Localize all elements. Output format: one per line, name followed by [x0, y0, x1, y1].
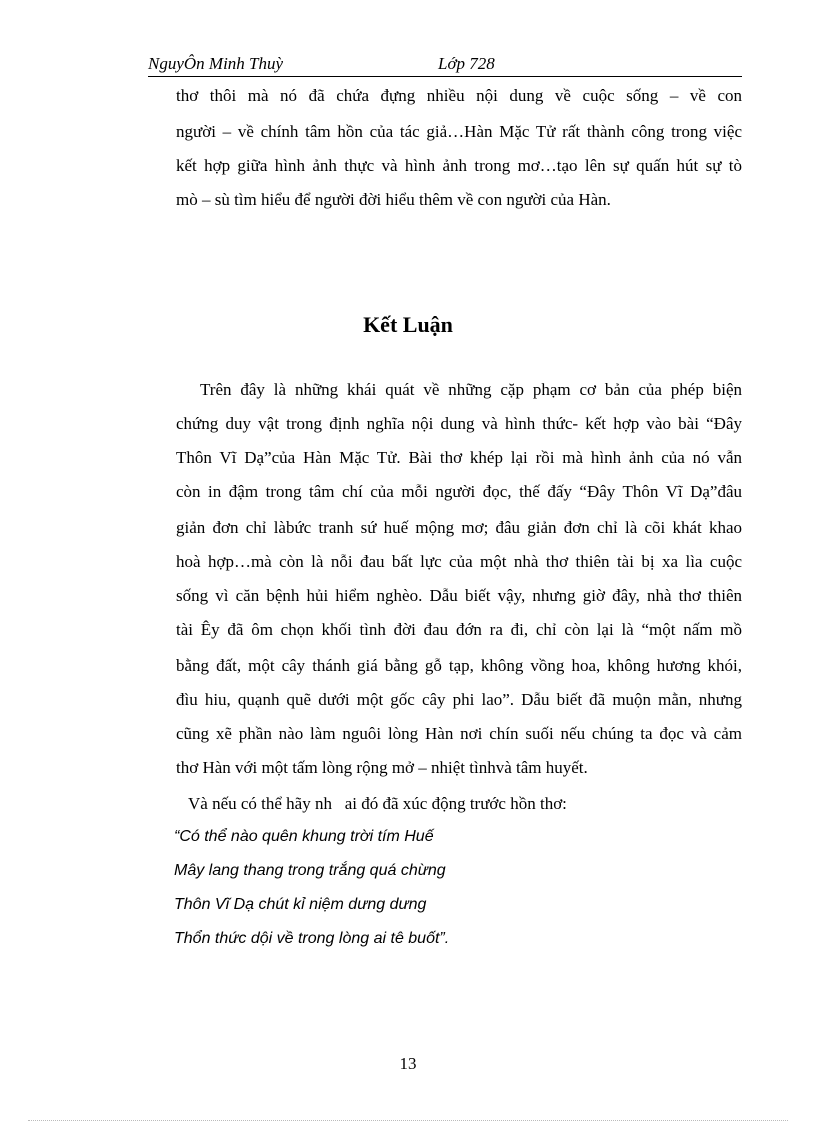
intro-line: mò – sù tìm hiểu để người đời hiểu thêm về con người của Hàn. — [176, 190, 611, 209]
intro-line: thơ thôi mà nó đã chứa đựng nhiều nội dung về cuộc sống – về con — [176, 86, 742, 105]
paragraph-line: cũng xẽ phần nào làm nguôi lòng Hàn nơi chín suối nếu chúng ta đọc và cảm — [176, 724, 742, 743]
paragraph-line: hoà hợp…mà còn là nỗi đau bất lực của một nhà thơ thiên tài bị xa lìa cuộc — [176, 552, 742, 571]
intro-line: kết hợp giữa hình ảnh thực và hình ảnh trong mơ…tạo lên sự quấn hút sự tò — [176, 156, 742, 175]
paragraph-line: chứng duy vật trong định nghĩa nội dung và hình thức- kết hợp vào bài “Đây — [176, 414, 742, 433]
poem-line: Thôn Vĩ Dạ chút kỉ niệm dưng dưng — [174, 896, 427, 913]
poem-line: Mây lang thang trong trắng quá chừng — [174, 862, 446, 879]
paragraph-line: sống vì căn bệnh hủi hiểm nghèo. Dẫu biết vậy, nhưng giờ đây, nhà thơ thiên — [176, 586, 742, 605]
closing-line: Và nếu có thể hãy nh ai đó đã xúc động trước hồn thơ: — [188, 794, 567, 813]
paragraph-line: bằng đất, một cây thánh giá bằng gỗ tạp, không vồng hoa, không hương khói, — [176, 656, 742, 675]
page-number: 13 — [399, 1054, 417, 1073]
header-author: NguyÔn Minh Thuỳ — [148, 54, 284, 73]
paragraph-line: đìu hiu, quạnh quẽ dưới một gốc cây phi lao”. Dẫu biết đã muộn mằn, nhưng — [176, 690, 742, 709]
bottom-divider — [28, 1120, 788, 1121]
page-header — [148, 52, 742, 77]
paragraph-line: giản đơn chỉ làbức tranh sứ huế mộng mơ; đâu giản đơn chỉ là cõi khát khao — [176, 518, 742, 537]
intro-line: người – về chính tâm hồn của tác giả…Hàn Mặc Tử rất thành công trong việc — [176, 122, 742, 141]
paragraph-line: tài Êy đã ôm chọn khối tình đời đau đớn ra đi, chỉ còn lại là “một nấm mồ — [176, 620, 742, 639]
paragraph-line: thơ Hàn với một tấm lòng rộng mở – nhiệt tìnhvà tâm huyết. — [176, 758, 588, 777]
poem-line: “Có thể nào quên khung trời tím Huế — [174, 828, 434, 845]
section-title: Kết Luận — [363, 312, 453, 337]
paragraph-line: Thôn Vĩ Dạ”của Hàn Mặc Tử. Bài thơ khép lại rồi mà hình ảnh của nó vẫn — [176, 448, 742, 467]
paragraph-line: Trên đây là những khái quát về những cặp phạm cơ bản của phép biện — [200, 380, 742, 399]
header-class: Lớp 728 — [438, 54, 495, 73]
poem-line: Thổn thức dội về trong lòng ai tê buốt”. — [174, 930, 450, 947]
paragraph-line: còn in đậm trong tâm chí của mỗi người đọc, thế đấy “Đây Thôn Vĩ Dạ”đâu — [176, 482, 742, 501]
